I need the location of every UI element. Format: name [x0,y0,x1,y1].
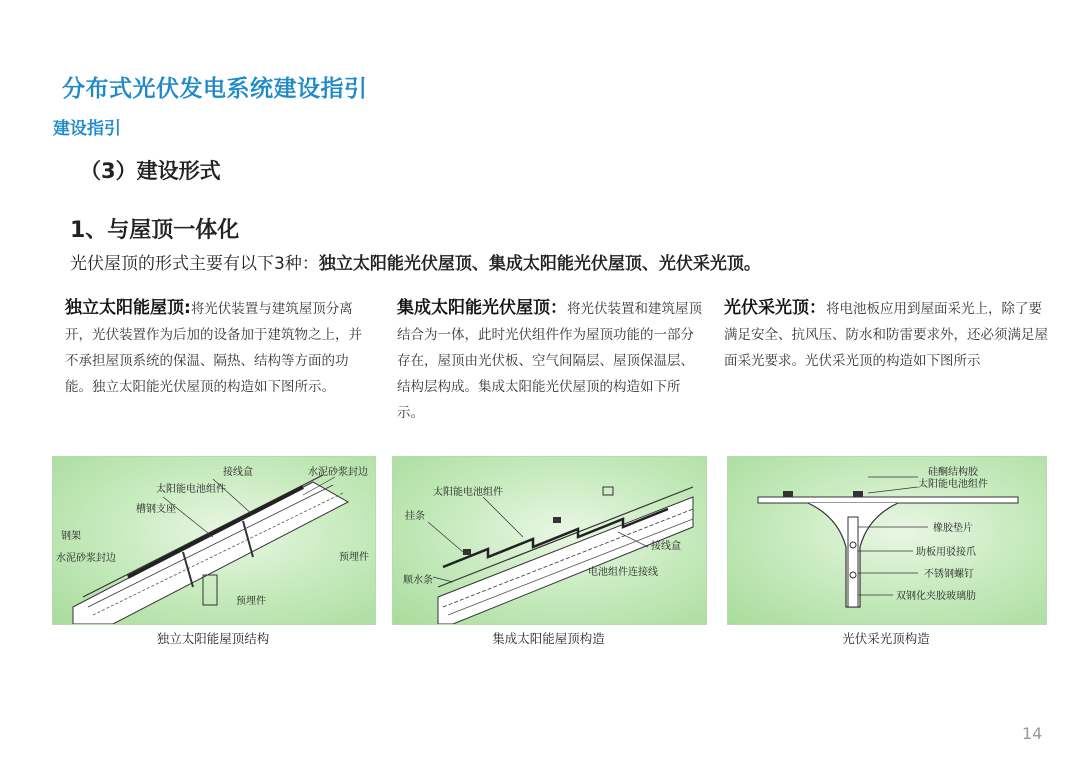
column-lead: 光伏采光顶： [724,298,826,318]
label-module-cable: 电池组件连接线 [588,567,658,578]
intro-emphasis: 独立太阳能光伏屋顶、集成太阳能光伏屋顶、光伏采光顶。 [318,254,761,274]
roof-line [88,485,333,607]
integrated-roof-diagram [393,457,706,624]
pv-skylight-diagram [728,457,1046,624]
column-lead: 独立太阳能屋顶: [65,298,191,318]
label-rubber-gasket: 橡胶垫片 [933,523,973,534]
label-stainless-screw: 不锈钢螺钉 [924,569,974,580]
label-counter-batten: 顺水条 [403,575,433,586]
figure-caption: 独立太阳能屋顶结构 [156,631,270,646]
column-body: 将光伏装置与建筑屋顶分离开，光伏装置作为后加的设备加于建筑物之上，并不承担屋顶系统的保温、隔热、结构等方面的功能。独立太阳能光伏屋顶的构造如下图所示。 [65,301,362,395]
label-silicone-glue: 硅酮结构胶 [928,467,978,478]
leader-line [483,497,523,537]
label-solar-module: 太阳能电池组件 [433,487,503,498]
glass-panel [758,497,1018,503]
leader-line [428,522,463,552]
clamp [853,491,863,497]
embedded-part [203,575,217,605]
clip [463,549,471,555]
clamp [783,491,793,497]
label-channel-support: 槽钢支座 [136,504,176,515]
document-subtitle: 建设指引 [53,119,121,139]
figure-caption: 集成太阳能屋顶构造 [492,631,605,646]
clip [553,517,561,523]
label-steel-frame: 钢架 [61,531,81,542]
page-number: 14 [1022,724,1043,743]
column-body: 将光伏装置和建筑屋顶结合为一体，此时光伏组件作为屋顶功能的一部分存在，屋顶由光伏板、空气间隔层、屋顶保温层、结构层构成。集成太阳能光伏屋顶的构造如下所示。 [397,301,702,421]
glass-fin [848,517,858,607]
column-lead: 集成太阳能光伏屋顶： [397,298,567,318]
intro-text: 光伏屋顶的形式主要有以下3种： [70,254,319,274]
leader-line [433,577,453,582]
figure-independent-roof [52,456,376,625]
junction-box [603,487,613,495]
label-embedded-bottom: 预埋件 [236,596,266,607]
topic-heading: 1、与屋顶一体化 [70,218,240,243]
label-junction-box: 接线盒 [223,467,253,478]
independent-roof-diagram [53,457,375,624]
leader-line [868,487,918,493]
figure-pv-skylight [727,456,1047,625]
label-glass-fin: 双钢化夹胶玻璃肋 [896,591,976,602]
intro-paragraph [70,249,761,274]
label-solar-module: 太阳能电池组件 [918,479,988,490]
label-batten: 挂条 [405,511,425,522]
column-skylight [724,295,1049,374]
roof-slab [438,497,693,624]
section-heading: （3）建设形式 [80,159,221,183]
label-solar-module: 太阳能电池组件 [156,484,226,495]
figure-integrated-roof [392,456,707,625]
leader-line [163,497,213,537]
column-independent [65,295,375,400]
label-mortar-edge-top: 水泥砂浆封边 [308,467,368,478]
label-spider-claw: 助板用驳接爪 [916,547,976,558]
label-junction-box: 接线盒 [651,541,681,552]
column-body: 将电池板应用到屋面采光上，除了要满足安全、抗风压、防水和防雷要求外，还必须满足屋面采光要求。光伏采光顶的构造如下图所示 [724,301,1048,369]
document-title: 分布式光伏发电系统建设指引 [62,76,368,102]
label-mortar-edge-left: 水泥砂浆封边 [56,553,116,564]
column-integrated [397,295,702,426]
figure-caption: 光伏采光顶构造 [842,631,930,646]
label-embedded-right: 预埋件 [339,552,369,563]
